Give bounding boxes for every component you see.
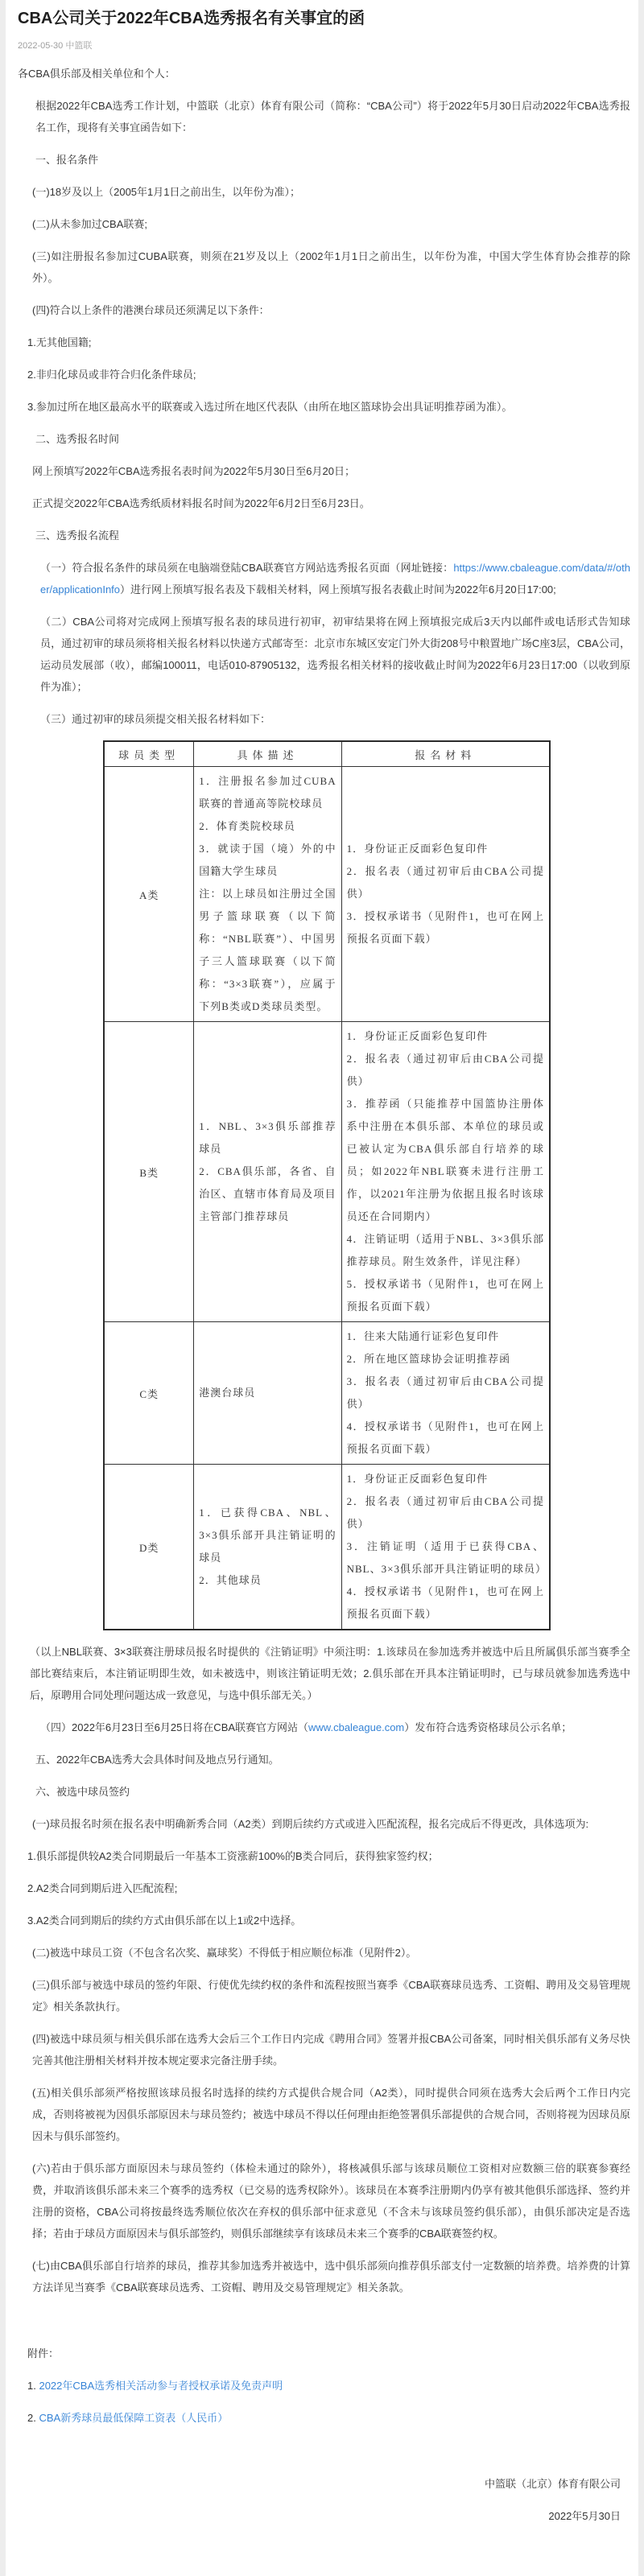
post-meta: 2022-05-30 中篮联: [18, 41, 93, 51]
description-item: 3．就读于国（境）外的中国籍大学生球员: [199, 843, 336, 877]
section-1-heading: 一、报名条件: [35, 154, 99, 166]
section-6-heading: 六、被选中球员签约: [35, 1786, 130, 1798]
material-item: 3．推荐函（只能推荐中国篮协注册体系中注册在本俱乐部、本单位的球员或已被认定为CBA俱乐部自行培养的球员；如2022年NBL联赛未进行注册工作，以2021年注册为依据且报名时该球员还在合同期内）: [346, 1098, 544, 1222]
material-item: 1．身份证正反面彩色复印件: [346, 843, 489, 855]
description-item: 1．已获得CBA、NBL、3×3俱乐部开具注销证明的球员: [199, 1506, 336, 1564]
material-item: 3．注销证明（适用于已获得CBA、NBL、3×3俱乐部开具注销证明的球员）: [346, 1540, 547, 1575]
materials-cell: [341, 1322, 550, 1465]
material-item: 3．授权承诺书（见附件1，也可在网上预报名页面下载）: [346, 910, 544, 945]
materials-cell: [341, 1022, 550, 1322]
attachment-1-number: 1.: [27, 2380, 36, 2392]
section-6-item-7: (七)由CBA俱乐部自行培养的球员，推荐其参加选秀并被选中，选中俱乐部须向推荐俱乐部支付一定数额的培养费。培养费的计算方法详见当赛季《CBA联赛球员选秀、工资帽、聘用及交易管理规定》相关条款。: [32, 2260, 630, 2294]
section-3-item-4-text-after: ）发布符合选秀资格球员公示名单；: [404, 1721, 572, 1733]
material-item: 4．注销证明（适用于NBL、3×3俱乐部推荐球员。附生效条件，详见注释）: [346, 1233, 544, 1267]
table-header-row: [104, 741, 550, 767]
table-note: （以上NBL联赛、3×3联赛注册球员报名时提供的《注销证明》中须注明：1.该球员在参加选秀并被选中后且所属俱乐部当赛季全部比赛结束后，本注销证明即生效，如未被选中，则该注销证明无效；2.俱乐部在开具本注销证明时，已与球员就参加选秀选中后，原聘用合同处理问题达成一致意见，与选中俱乐部无关。）: [30, 1646, 630, 1701]
description-cell: [194, 1465, 341, 1630]
materials-cell: [341, 1465, 550, 1630]
description-cell: [194, 767, 341, 1022]
material-item: 5．授权承诺书（见附件1，也可在网上预报名页面下载）: [346, 1278, 544, 1313]
player-type-cell: D类: [104, 1465, 194, 1630]
official-site-link[interactable]: www.cbaleague.com: [308, 1721, 405, 1733]
attachments-label: 附件：: [27, 2347, 60, 2360]
section-6-item-3: (三)俱乐部与被选中球员的签约年限、行使优先续约权的条件和流程按照当赛季《CBA联赛球员选秀、工资帽、聘用及交易管理规定》相关条款执行。: [32, 1979, 630, 2013]
table-row-class-a: [104, 767, 550, 1022]
intro-paragraph: 根据2022年CBA选秀工作计划，中篮联（北京）体育有限公司（简称：“CBA公司”）将于2022年5月30日启动2022年CBA选秀报名工作，现将有关事宜函告如下：: [35, 100, 630, 134]
description-note: 注：以上球员如注册过全国男子篮球联赛（以下简称：“NBL联赛”）、中国男子三人篮球联赛（以下简称：“3×3联赛”），应属于下列B类或D类球员类型。: [199, 888, 336, 1012]
signature-date: 2022年5月30日: [548, 2510, 621, 2522]
section-1-item-2: (二)从未参加过CBA联赛;: [32, 218, 148, 230]
section-6-item-2: (二)被选中球员工资（不包含名次奖、赢球奖）不得低于相应顺位标准（见附件2）。: [32, 1947, 417, 1959]
description-item: 1．注册报名参加过CUBA联赛的普通高等院校球员: [199, 775, 336, 810]
section-2-paragraph-2: 正式提交2022年CBA选秀纸质材料报名时间为2022年6月2日至6月23日。: [32, 497, 370, 509]
description-item: 2．其他球员: [199, 1574, 262, 1586]
material-item: 1．身份证正反面彩色复印件: [346, 1030, 489, 1042]
table-row-class-b: [104, 1022, 550, 1322]
material-item: 2．所在地区篮球协会证明推荐函: [346, 1353, 511, 1365]
attachment-2-number: 2.: [27, 2412, 36, 2424]
section-6-item-6: (六)若由于俱乐部方面原因未与球员签约（体检未通过的除外），将核减俱乐部与该球员顺位工资相对应数额三倍的联赛参赛经费，并取消该俱乐部未来三个赛季的选秀权（已交易的选秀权除外）。该球员在本赛季注册期内仍享有被其他俱乐部选择、签约并注册的资格，CBA公司将按最终选秀顺位依次在弃权的俱乐部中征求意见（不含未与该球员签约俱乐部），由俱乐部决定是否选择；若由于球员方面原因未与俱乐部签约，则俱乐部继续享有该球员未来三个赛季的CBA联赛签约权。: [32, 2162, 630, 2240]
section-1-item-4-sub-3: 3.参加过所在地区最高水平的联赛或入选过所在地区代表队（由所在地区篮球协会出具证明推荐函为准）。: [27, 401, 513, 413]
attachment-2: [18, 2407, 630, 2429]
material-item: 4．授权承诺书（见附件1，也可在网上预报名页面下载）: [346, 1585, 544, 1620]
section-1-item-4-sub-1: 1.无其他国籍;: [27, 336, 92, 348]
section-6-item-1: (一)球员报名时须在报名表中明确新秀合同（A2类）到期后续约方式或进入匹配流程，报名完成后不得更改，具体选项为:: [32, 1818, 589, 1830]
section-6-item-4: (四)被选中球员须与相关俱乐部在选秀大会后三个工作日内完成《聘用合同》签署并报CBA公司备案，同时相关俱乐部有义务尽快完善其他注册相关材料并按本规定要求完备注册手续。: [32, 2033, 630, 2067]
description-item: 2．体育类院校球员: [199, 820, 295, 832]
section-6-item-1-sub-1: 1.俱乐部提供较A2类合同期最后一年基本工资涨薪100%的B类合同后，获得独家签约权；: [27, 1850, 439, 1862]
section-6-item-5: (五)相关俱乐部须严格按照该球员报名时选择的续约方式提供合规合同（A2类），同时提供合同须在选秀大会后两个工作日内完成，否则将被视为因俱乐部原因未与球员签约；被选中球员不得以任何理由拒绝签署俱乐部提供的合规合同，否则将视为因球员原因未与俱乐部签约。: [32, 2087, 630, 2142]
section-1-item-4-sub-2: 2.非归化球员或非符合归化条件球员;: [27, 369, 196, 381]
section-3-item-3: （三）通过初审的球员须提交相关报名材料如下：: [40, 713, 271, 725]
article-card: [6, 0, 638, 2576]
description-cell: [194, 1322, 341, 1465]
attachment-1: [18, 2375, 630, 2397]
player-type-cell: C类: [104, 1322, 194, 1465]
attachment-1-link[interactable]: 2022年CBA选秀相关活动参与者授权承诺及免责声明: [39, 2380, 283, 2392]
material-item: 2．报名表（通过初审后由CBA公司提供）: [346, 1495, 544, 1530]
section-3-item-1: [18, 557, 630, 600]
table-row-class-c: [104, 1322, 550, 1465]
section-3-item-2: （二）CBA公司将对完成网上预填写报名表的球员进行初审，初审结果将在网上预填报完成后3天内以邮件或电话形式告知球员，通过初审的球员须将相关报名材料以快递方式邮寄至：北京市东城区安定门外大街208号中粮置地广场C座3层，CBA公司，运动员发展部（收），邮编100011，电话010-87905132，选秀报名相关材料的接收截止时间为2022年6月23日17:00（以收到原件为准）；: [40, 616, 630, 693]
section-3-item-1-text-after: ）进行网上预填写报名表及下载相关材料，网上预填写报名表截止时间为2022年6月20日17:00;: [120, 583, 556, 596]
article-body: [12, 63, 630, 2527]
material-item: 1．往来大陆通行证彩色复印件: [346, 1330, 500, 1342]
section-3-heading: 三、选秀报名流程: [35, 530, 120, 542]
section-3-item-1-text: （一）符合报名条件的球员须在电脑端登陆CBA联赛官方网站选秀报名页面（网址链接：: [40, 562, 454, 574]
signature-company: 中篮联（北京）体育有限公司: [484, 2478, 621, 2490]
material-item: 1．身份证正反面彩色复印件: [346, 1473, 489, 1485]
section-3-item-4-text: （四）2022年6月23日至6月25日将在CBA联赛官方网站（: [40, 1721, 309, 1733]
section-2-paragraph-1: 网上预填写2022年CBA选秀报名表时间为2022年5月30日至6月20日；: [32, 465, 355, 477]
section-5-heading: 五、2022年CBA选秀大会具体时间及地点另行通知。: [35, 1754, 279, 1766]
description-item: 1．NBL、3×3俱乐部推荐球员: [199, 1120, 336, 1155]
column-header-materials: 报名材料: [341, 741, 550, 767]
section-6-item-1-sub-3: 3.A2类合同到期后的续约方式由俱乐部在以上1或2中选择。: [27, 1914, 302, 1927]
section-3-item-4: [18, 1717, 630, 1738]
table-row-class-d: [104, 1465, 550, 1630]
page-title: CBA公司关于2022年CBA选秀报名有关事宜的函: [18, 10, 365, 27]
materials-cell: [341, 767, 550, 1022]
material-item: 3．报名表（通过初审后由CBA公司提供）: [346, 1375, 544, 1410]
column-header-description: 具体描述: [194, 741, 341, 767]
material-item: 2．报名表（通过初审后由CBA公司提供）: [346, 1053, 544, 1087]
description-item: 2．CBA俱乐部，各省、自治区、直辖市体育局及项目主管部门推荐球员: [199, 1165, 336, 1222]
description-item: 港澳台球员: [199, 1387, 256, 1399]
section-6-item-1-sub-2: 2.A2类合同到期后进入匹配流程;: [27, 1882, 178, 1894]
player-type-cell: A类: [104, 767, 194, 1022]
column-header-player-type: 球员类型: [104, 741, 194, 767]
description-cell: [194, 1022, 341, 1322]
material-item: 2．报名表（通过初审后由CBA公司提供）: [346, 865, 544, 900]
section-1-item-3: (三)如注册报名参加过CUBA联赛，则须在21岁及以上（2002年1月1日之前出生，以年份为准，中国大学生体育协会推荐的除外）。: [32, 250, 630, 284]
section-1-item-1: (一)18岁及以上（2005年1月1日之前出生，以年份为准）；: [32, 186, 300, 198]
materials-table: [103, 740, 551, 1630]
section-1-item-4: (四)符合以上条件的港澳台球员还须满足以下条件：: [32, 304, 270, 316]
section-2-heading: 二、选秀报名时间: [35, 433, 120, 445]
attachment-2-link[interactable]: CBA新秀球员最低保障工资表（人民币）: [39, 2412, 229, 2424]
player-type-cell: B类: [104, 1022, 194, 1322]
salutation: 各CBA俱乐部及相关单位和个人：: [18, 68, 175, 80]
material-item: 4．授权承诺书（见附件1，也可在网上预报名页面下载）: [346, 1420, 544, 1455]
application-url-link[interactable]: https://www.cbaleague.com/data/#/other/applicationInfo: [40, 562, 630, 596]
